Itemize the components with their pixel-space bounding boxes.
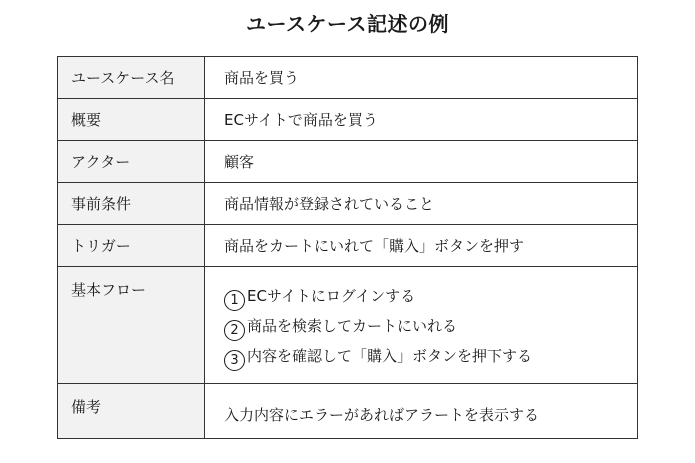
row-value-use-case-name: 商品を買う [205, 57, 638, 99]
use-case-table [57, 56, 638, 439]
step-number-badge: 1 [224, 290, 245, 311]
flow-step-text: ECサイトにログインする [247, 287, 416, 305]
table-row [58, 267, 638, 384]
row-label-actor: アクター [58, 141, 205, 183]
flow-step [224, 311, 624, 341]
row-label-overview: 概要 [58, 99, 205, 141]
row-label-trigger: トリガー [58, 225, 205, 267]
document-title: ユースケース記述の例 [246, 12, 449, 36]
row-value-trigger: 商品をカートにいれて「購入」ボタンを押す [205, 225, 638, 267]
flow-step [224, 281, 624, 311]
table-row [58, 57, 638, 99]
row-value-notes: 入力内容にエラーがあればアラートを表示する [205, 384, 638, 439]
row-label-basic-flow: 基本フロー [58, 267, 205, 384]
row-label-notes: 備考 [58, 384, 205, 439]
step-number-badge: 3 [224, 350, 245, 371]
row-label-precondition: 事前条件 [58, 183, 205, 225]
table-row [58, 99, 638, 141]
table-row [58, 225, 638, 267]
flow-step-text: 商品を検索してカートにいれる [247, 317, 458, 335]
row-value-overview: ECサイトで商品を買う [205, 99, 638, 141]
row-value-actor: 顧客 [205, 141, 638, 183]
row-value-precondition: 商品情報が登録されていること [205, 183, 638, 225]
table-row [58, 141, 638, 183]
step-number-badge: 2 [224, 320, 245, 341]
flow-step-text: 内容を確認して「購入」ボタンを押下する [247, 347, 533, 365]
flow-step [224, 341, 624, 371]
table-row [58, 384, 638, 439]
row-label-use-case-name: ユースケース名 [58, 57, 205, 99]
row-value-basic-flow [205, 267, 638, 384]
table-row [58, 183, 638, 225]
